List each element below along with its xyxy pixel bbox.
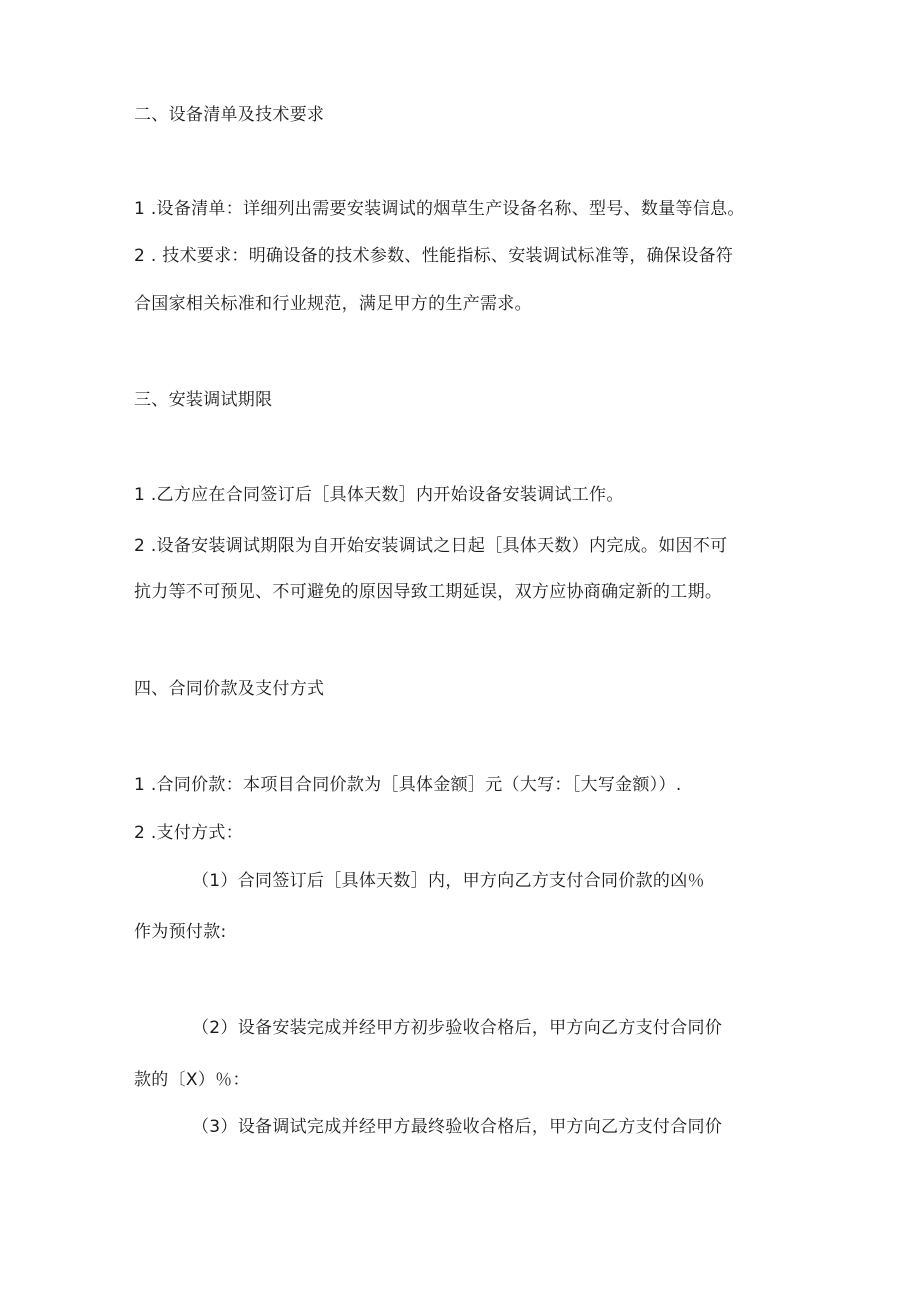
paragraph-line: 2 .设备安装调试期限为自开始安装调试之日起［具体天数）内完成。如因不可 <box>134 536 728 556</box>
paragraph-line: 2 . 技术要求：明确设备的技术参数、性能指标、安装调试标准等，确保设备符 <box>134 246 734 266</box>
paragraph-line: 抗力等不可预见、不可避免的原因导致工期延误，双方应协商确定新的工期。 <box>134 582 723 602</box>
paragraph-line: 1 .乙方应在合同签订后［具体天数］内开始设备安装调试工作。 <box>134 485 624 505</box>
section-heading: 三、安装调试期限 <box>134 390 273 410</box>
paragraph-line: 1 .设备清单：详细列出需要安装调试的烟草生产设备名称、型号、数量等信息。 <box>134 199 745 219</box>
paragraph-line: 2 .支付方式： <box>134 823 244 843</box>
section-heading: 四、合同价款及支付方式 <box>134 679 325 699</box>
section-heading: 二、设备清单及技术要求 <box>134 105 325 125</box>
payment-line: （2）设备安装完成并经甲方初步验收合格后，甲方向乙方支付合同价 <box>192 1018 723 1038</box>
paragraph-line: 合国家相关标准和行业规范，满足甲方的生产需求。 <box>134 294 532 314</box>
payment-line: （1）合同签订后［具体天数］内，甲方向乙方支付合同价款的凶％ <box>192 871 705 891</box>
payment-line: （3）设备调试完成并经甲方最终验收合格后，甲方向乙方支付合同价 <box>192 1117 723 1137</box>
paragraph-line: 1 .合同价款：本项目合同价款为［具体金额］元（大写：［大写金额））. <box>134 775 682 795</box>
payment-line: 款的〔X）％： <box>134 1070 250 1090</box>
payment-line: 作为预付款: <box>134 922 227 942</box>
